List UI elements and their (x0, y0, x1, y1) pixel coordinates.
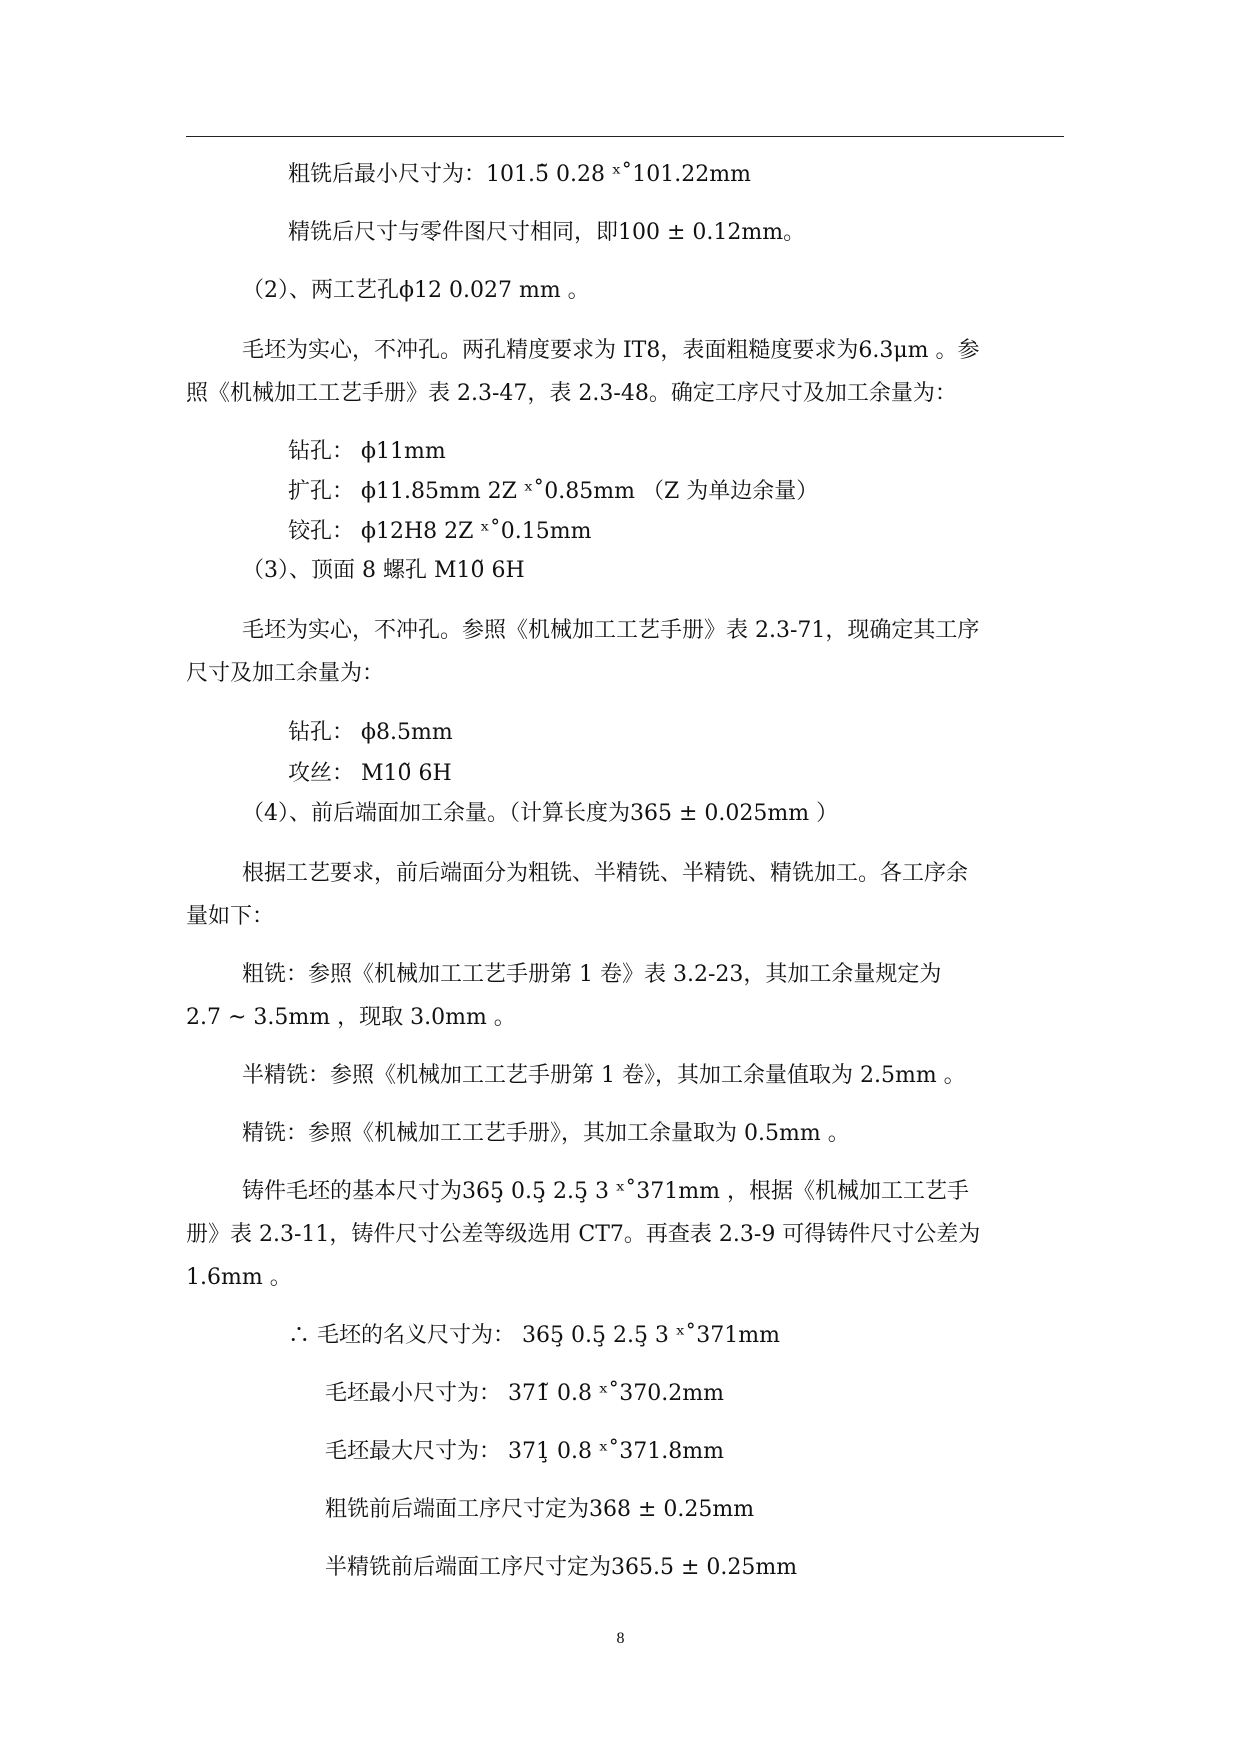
text-line: 钻孔： ϕ8.5mm (288, 720, 453, 745)
text-line: 铸件毛坯的基本尺寸为365̧ 0.5̧ 2.5̧ 3 ˣ˚371mm ，根据《机械加工工艺手 (242, 1179, 969, 1204)
text-line: 粗铣前后端面工序尺寸定为368 ± 0.25mm (325, 1497, 755, 1522)
section-heading: （2）、两工艺孔ϕ12 0.027 mm 。 (242, 278, 590, 303)
text-line: 半精铣：参照《机械加工工艺手册第 1 卷》，其加工余量值取为 2.5mm 。 (242, 1063, 966, 1088)
text-line: 照《机械加工工艺手册》表 2.3-47，表 2.3-48。确定工序尺寸及加工余量为： (186, 381, 957, 406)
text-line: 攻丝： M10̃ 6H (288, 761, 452, 786)
text-line: 粗铣后最小尺寸为：101.5̃ 0.28 ˣ˚101.22mm (288, 162, 751, 187)
text-line: 钻孔： ϕ11mm (288, 439, 446, 464)
text-line: 半精铣前后端面工序尺寸定为365.5 ± 0.25mm (325, 1555, 798, 1580)
text-line: 毛坯最大尺寸为： 371̧ 0.8 ˣ˚371.8mm (325, 1439, 724, 1464)
text-line: 根据工艺要求，前后端面分为粗铣、半精铣、半精铣、精铣加工。各工序余 (242, 861, 969, 886)
text-line: ∴ 毛坯的名义尺寸为： 365̧ 0.5̧ 2.5̧ 3 ˣ˚371mm (288, 1323, 780, 1348)
text-line: 毛坯最小尺寸为： 371̃ 0.8 ˣ˚370.2mm (325, 1381, 724, 1406)
text-line: 精铣后尺寸与零件图尺寸相同，即100 ± 0.12mm。 (288, 220, 806, 245)
text-line: 毛坯为实心，不冲孔。两孔精度要求为 IT8，表面粗糙度要求为6.3μm 。参 (242, 338, 980, 363)
text-line: 粗铣：参照《机械加工工艺手册第 1 卷》表 3.2-23，其加工余量规定为 (242, 962, 942, 987)
page-number: 8 (616, 1630, 625, 1647)
text-line: 扩孔： ϕ11.85mm 2Z ˣ˚0.85mm （Z 为单边余量） (288, 479, 819, 504)
text-line: 1.6mm 。 (186, 1265, 292, 1290)
text-line: 2.7 ~ 3.5mm ，现取 3.0mm 。 (186, 1005, 516, 1030)
text-line: 量如下： (186, 904, 275, 929)
section-heading: （3）、顶面 8 螺孔 M10̃ 6H (242, 558, 525, 583)
text-line: 尺寸及加工余量为： (186, 661, 385, 686)
text-line: 铰孔： ϕ12H8 2Z ˣ˚0.15mm (288, 519, 592, 544)
text-line: 毛坯为实心，不冲孔。参照《机械加工工艺手册》表 2.3-71，现确定其工序 (242, 618, 980, 643)
header-rule (186, 136, 1064, 137)
section-heading: （4）、前后端面加工余量。（计算长度为365 ± 0.025mm ） (242, 801, 839, 826)
text-line: 精铣：参照《机械加工工艺手册》，其加工余量取为 0.5mm 。 (242, 1121, 850, 1146)
text-line: 册》表 2.3-11，铸件尺寸公差等级选用 CT7。再查表 2.3-9 可得铸件尺寸公差为 (186, 1222, 981, 1247)
